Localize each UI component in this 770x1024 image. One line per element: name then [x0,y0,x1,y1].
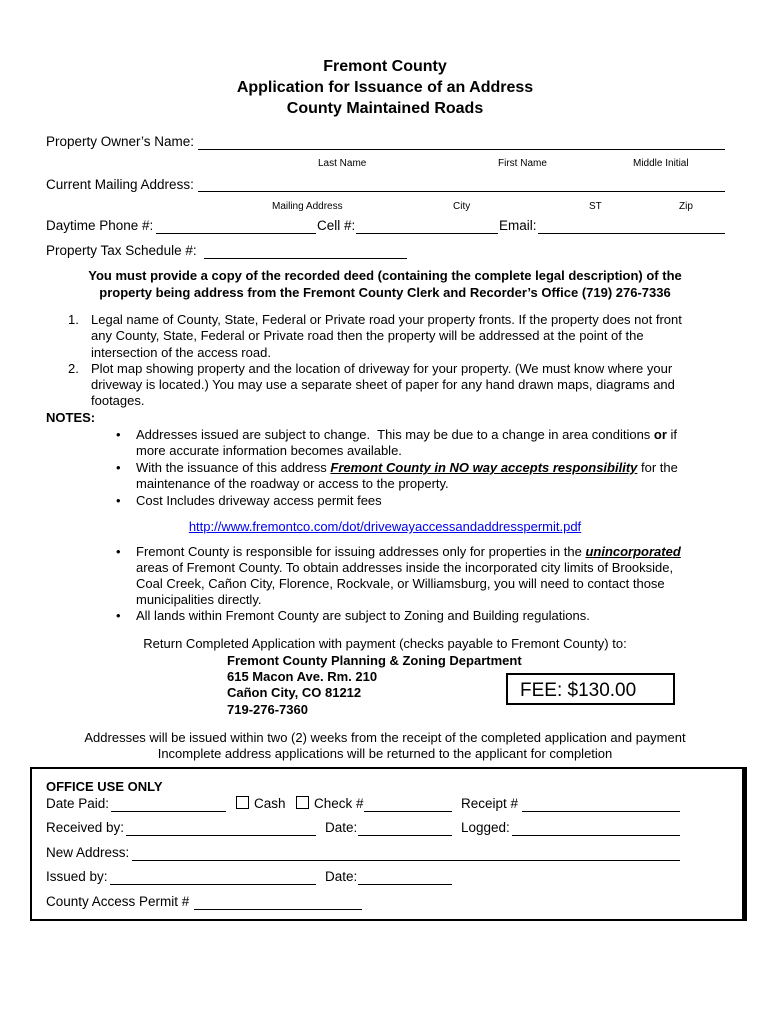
new-address-field[interactable] [132,846,680,861]
bullet-icon: • [116,608,121,623]
bullet-icon: • [116,427,121,442]
owner-name-label: Property Owner’s Name: [46,134,195,149]
deed-notice-line-1: You must provide a copy of the recorded deed (containing the complete legal description) of the [88,268,682,283]
tax-schedule-field[interactable] [204,244,407,259]
note-1-line-1: Addresses issued are subject to change. This may be due to a change in area conditions or if [136,427,678,442]
issue-notice-1: Addresses will be issued within two (2) weeks from the receipt of the completed application and payment [84,730,686,745]
item-1-line-3: intersection of the access road. [91,345,271,360]
note-1-line-2: more accurate information becomes available. [136,443,402,458]
note-2-line-2: maintenance of the roadway or access to the property. [136,476,449,491]
email-label: Email: [499,218,537,233]
bullet-icon: • [116,493,121,508]
item-2-line-2: driveway is located.) You may use a separate sheet of paper for any hand drawn maps, diagrams and [91,377,675,392]
note-5: All lands within Fremont County are subject to Zoning and Building regulations. [136,608,590,623]
mailing-address-caption: Mailing Address [272,201,343,212]
mailing-address-field[interactable] [198,177,725,192]
received-date-field[interactable] [358,821,452,836]
date-paid-label: Date Paid: [46,796,110,811]
access-permit-field[interactable] [194,895,362,910]
note-2-line-1: With the issuance of this address Fremont County in NO way accepts responsibility for the [136,460,678,475]
email-field[interactable] [538,219,725,234]
owner-name-field[interactable] [198,135,725,150]
note-4-line-4: municipalities directly. [136,592,262,607]
issue-notice-2: Incomplete address applications will be returned to the applicant for completion [157,746,613,761]
title-line-3: County Maintained Roads [286,100,484,117]
date-paid-field[interactable] [111,797,226,812]
access-permit-label: County Access Permit # [46,894,190,909]
office-use-heading: OFFICE USE ONLY [46,779,163,794]
permit-link[interactable]: http://www.fremontco.com/dot/drivewayaccessandaddresspermit.pdf [188,519,582,534]
mailing-address-label: Current Mailing Address: [46,177,194,192]
return-phone: 719-276-7360 [227,702,308,717]
item-2-line-1: Plot map showing property and the location of driveway for your property. (We must know where your [91,361,673,376]
check-checkbox[interactable] [296,796,309,809]
return-instructions: Return Completed Application with payment (checks payable to Fremont County) to: [143,636,627,651]
cash-checkbox[interactable] [236,796,249,809]
logged-field[interactable] [512,821,680,836]
note-4-line-1: Fremont County is responsible for issuing addresses only for properties in the unincorporated [136,544,681,559]
check-number-label: Check # [314,796,364,811]
return-street: 615 Macon Ave. Rm. 210 [227,669,378,684]
return-dept: Fremont County Planning & Zoning Department [227,653,522,668]
item-1-number: 1. [68,312,79,327]
issued-by-field[interactable] [110,870,316,885]
item-1-line-1: Legal name of County, State, Federal or Private road your property fronts. If the property does not front [91,312,682,327]
received-date-label: Date: [325,820,358,835]
check-number-field[interactable] [364,797,452,812]
item-2-line-3: footages. [91,393,145,408]
return-city: Cañon City, CO 81212 [227,685,362,700]
city-caption: City [453,201,471,212]
fee-box: FEE: $130.00 [506,673,675,705]
new-address-label: New Address: [46,845,130,860]
title-line-1: Fremont County [323,58,447,75]
receipt-label: Receipt # [461,796,519,811]
issued-by-label: Issued by: [46,869,108,884]
item-2-number: 2. [68,361,79,376]
note-3: Cost Includes driveway access permit fees [136,493,382,508]
deed-notice-line-2: property being address from the Fremont County Clerk and Recorder’s Office (719) 276-7336 [99,285,671,300]
received-by-field[interactable] [126,821,316,836]
cell-phone-field[interactable] [356,219,498,234]
received-by-label: Received by: [46,820,125,835]
note-4-line-2: areas of Fremont County. To obtain addresses inside the incorporated city limits of Brookside, [136,560,674,575]
daytime-phone-field[interactable] [156,219,316,234]
cash-label: Cash [254,796,286,811]
first-name-caption: First Name [498,158,547,169]
title-line-2: Application for Issuance of an Address [236,79,534,96]
middle-initial-caption: Middle Initial [633,158,689,169]
state-caption: ST [589,201,602,212]
daytime-phone-label: Daytime Phone #: [46,218,154,233]
permit-link-wrap [0,518,770,536]
bullet-icon: • [116,460,121,475]
logged-label: Logged: [461,820,510,835]
zip-caption: Zip [679,201,693,212]
notes-heading: NOTES: [46,410,96,425]
receipt-field[interactable] [522,797,680,812]
issued-date-label: Date: [325,869,358,884]
note-4-line-3: Coal Creek, Cañon City, Florence, Rockvale, or Williamsburg, you will need to contact those [136,576,665,591]
tax-schedule-label: Property Tax Schedule #: [46,243,197,258]
cell-phone-label: Cell #: [317,218,356,233]
bullet-icon: • [116,544,121,559]
item-1-line-2: any County, State, Federal or Private road then the property will be addressed at the point of the [91,328,644,343]
last-name-caption: Last Name [318,158,367,169]
issued-date-field[interactable] [358,870,452,885]
